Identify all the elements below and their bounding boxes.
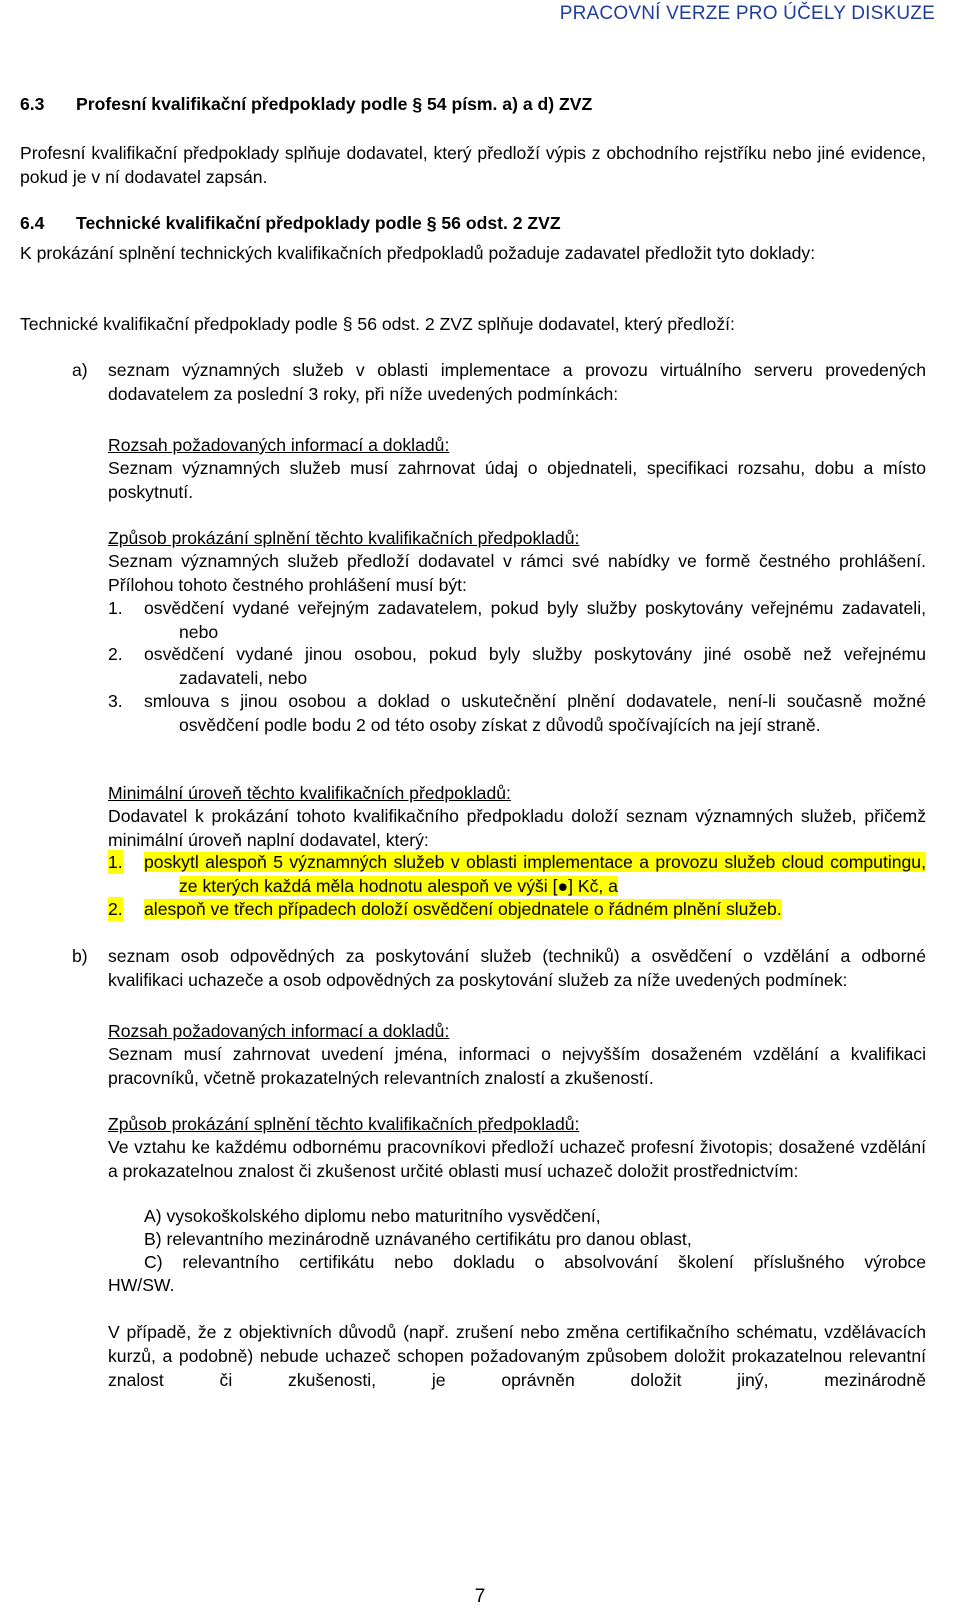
- item-b-marker: b): [72, 946, 88, 966]
- list-item-highlighted: [108, 897, 926, 921]
- list-item: [108, 642, 926, 690]
- section-number: 6.3: [20, 94, 45, 114]
- a-min-text: Dodavatel k prokázání tohoto kvalifikačního předpokladu doloží seznam významných služeb, přičemž minimální úroveň naplní dodavatel, který:: [108, 806, 926, 850]
- list-number: 2.: [108, 899, 123, 919]
- item-a-marker: a): [72, 360, 88, 380]
- list-text: smlouva s jinou osobou a doklad o uskutečnění plnění dodavatele, není-li současně možné osvědčení podle bodu 2 od této osoby získat z důvodů spočívajících na její straně.: [144, 691, 926, 735]
- list-number: 3.: [108, 691, 123, 711]
- section-title: Profesní kvalifikační předpoklady podle § 54 písm. a) a d) ZVZ: [76, 94, 593, 114]
- draft-header: PRACOVNÍ VERZE PRO ÚČELY DISKUZE: [559, 3, 935, 24]
- list-number: 2.: [108, 644, 123, 664]
- option-b: B) relevantního mezinárodně uznávaného certifikátu pro danou oblast,: [144, 1229, 692, 1249]
- section-6-4-paragraph: Technické kvalifikační předpoklady podle § 56 odst. 2 ZVZ splňuje dodavatel, který předloží:: [20, 314, 735, 334]
- list-text: osvědčení vydané jinou osobou, pokud byly služby poskytovány jiné osobě než veřejnému zadavateli, nebo: [144, 644, 926, 688]
- list-item: [108, 596, 926, 644]
- page-number: 7: [474, 1586, 486, 1607]
- list-number: 1.: [108, 852, 123, 872]
- item-a-text: seznam významných služeb v oblasti implementace a provozu virtuálního serveru provedených dodavatelem za poslední 3 roky, při níže uvedených podmínkách:: [108, 360, 926, 404]
- b-zpusob-heading: Způsob prokázání splnění těchto kvalifikačních předpokladů:: [108, 1114, 580, 1134]
- b-zpusob-text: Ve vztahu ke každému odbornému pracovníkovi předloží uchazeč profesní životopis; dosažené vzdělání a prokazatelnou znalost či zkušenost určité oblasti musí uchazeč doložit prostřednictvím:: [108, 1137, 926, 1181]
- a-rozsah-text: Seznam významných služeb musí zahrnovat údaj o objednateli, specifikaci rozsahu, dobu a místo poskytnutí.: [108, 458, 926, 502]
- a-min-heading: Minimální úroveň těchto kvalifikačních předpokladů:: [108, 783, 511, 803]
- list-item-highlighted: [108, 850, 926, 898]
- list-item: [108, 689, 926, 737]
- closing-paragraph: V případě, že z objektivních důvodů (např. zrušení nebo změna certifikačního schématu, vzdělávacích kurzů, a podobně) nebude uchazeč schopen požadovaným způsobem doložit prokazatelnou relevantní znalost či zkušenosti, je oprávněn doložit jiný, mezinárodně: [108, 1322, 926, 1390]
- b-rozsah-heading: Rozsah požadovaných informací a dokladů:: [108, 1021, 450, 1041]
- a-zpusob-heading: Způsob prokázání splnění těchto kvalifikačních předpokladů:: [108, 528, 580, 548]
- list-number: 1.: [108, 598, 123, 618]
- a-zpusob-text: Seznam významných služeb předloží dodavatel v rámci své nabídky ve formě čestného prohlášení. Přílohou tohoto čestného prohlášení musí být:: [108, 551, 926, 595]
- option-c-line2: HW/SW.: [108, 1275, 175, 1295]
- section-6-4-heading: [20, 211, 930, 235]
- list-text: osvědčení vydané veřejným zadavatelem, pokud byly služby poskytovány veřejnému zadavateli, nebo: [144, 598, 926, 642]
- item-b-text: seznam osob odpovědných za poskytování služeb (techniků) a osvědčení o vzdělání a odborné kvalifikaci uchazeče a osob odpovědných za poskytování služeb za níže uvedených podmínek:: [108, 946, 926, 990]
- section-title: Technické kvalifikační předpoklady podle § 56 odst. 2 ZVZ: [76, 213, 561, 233]
- list-text: poskytl alespoň 5 významných služeb v oblasti implementace a provozu služeb cloud computingu, ze kterých každá měla hodnotu alespoň ve výši [●] Kč, a: [144, 852, 926, 896]
- a-rozsah-heading: Rozsah požadovaných informací a dokladů:: [108, 435, 450, 455]
- section-6-3-heading: [20, 92, 930, 116]
- option-c-line1: C) relevantního certifikátu nebo dokladu o absolvování školení příslušného výrobce: [144, 1252, 926, 1272]
- b-rozsah-text: Seznam musí zahrnovat uvedení jména, informaci o nejvyšším dosaženém vzdělání a kvalifikaci pracovníků, včetně prokazatelných relevantních znalostí a zkušeností.: [108, 1044, 926, 1088]
- section-number: 6.4: [20, 213, 45, 233]
- section-6-3-text: Profesní kvalifikační předpoklady splňuje dodavatel, který předloží výpis z obchodního rejstříku nebo jiné evidence, pokud je v ní dodavatel zapsán.: [20, 143, 926, 187]
- list-text: alespoň ve třech případech doloží osvědčení objednatele o řádném plnění služeb.: [144, 899, 782, 919]
- section-6-4-intro: K prokázání splnění technických kvalifikačních předpokladů požaduje zadavatel předložit tyto doklady:: [20, 243, 816, 263]
- option-a: A) vysokoškolského diplomu nebo maturitního vysvědčení,: [144, 1206, 601, 1226]
